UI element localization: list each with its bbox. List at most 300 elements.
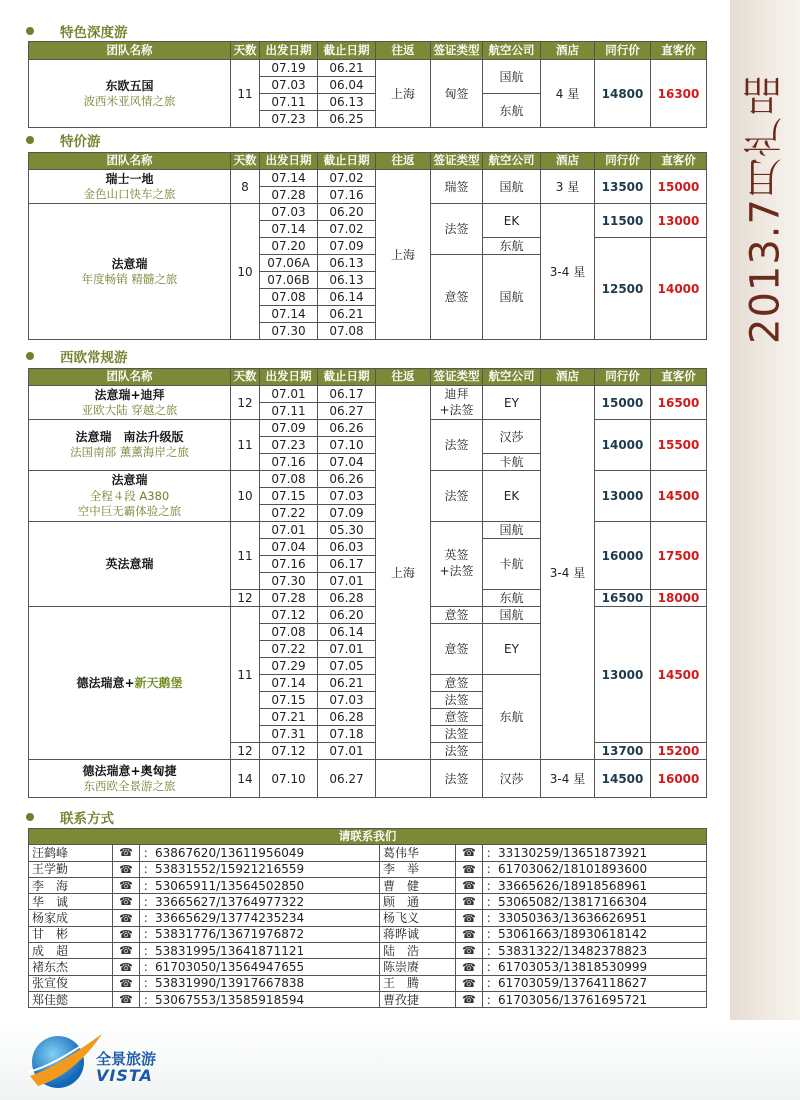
airline-cell: EK — [483, 471, 541, 522]
tour-name: 法意瑞+迪拜 — [94, 387, 165, 402]
deadline-date: 06.17 — [318, 556, 376, 573]
header-cell: 签证类型 — [431, 42, 483, 60]
table-header-row — [29, 153, 707, 170]
contact-number: ：33050363/13636626951 — [483, 910, 707, 926]
trade-price: 12500 — [595, 238, 651, 340]
table-row — [29, 760, 707, 798]
header-cell: 团队名称 — [29, 42, 231, 60]
table-row — [29, 170, 707, 187]
deadline-date: 07.01 — [318, 641, 376, 658]
depart-date: 07.23 — [260, 437, 318, 454]
contact-name: 华 诚 — [29, 894, 113, 910]
bullet-icon — [26, 27, 34, 35]
depart-date: 07.21 — [260, 709, 318, 726]
header-cell: 航空公司 — [483, 42, 541, 60]
contact-name: 曹孜捷 — [380, 991, 456, 1007]
deadline-date: 06.14 — [318, 624, 376, 641]
contact-name: 成 超 — [29, 943, 113, 959]
phone-icon: ☎ — [456, 894, 483, 910]
contact-row — [29, 926, 707, 942]
header-cell: 天数 — [231, 42, 260, 60]
depart-date: 07.08 — [260, 289, 318, 306]
days-cell: 8 — [231, 170, 260, 204]
tour-subtitle: 年度畅销 精髓之旅 — [81, 271, 178, 286]
depart-date: 07.16 — [260, 454, 318, 471]
airline-cell: 国航 — [483, 255, 541, 340]
days-cell: 10 — [231, 204, 260, 340]
tour-name: 瑞士一地 — [105, 171, 154, 186]
depart-date: 07.15 — [260, 488, 318, 505]
deadline-date: 06.26 — [318, 420, 376, 437]
deadline-date: 07.03 — [318, 488, 376, 505]
contact-number: ：33130259/13651873921 — [483, 845, 707, 861]
tour-subtitle: 波西米亚风情之旅 — [83, 93, 176, 108]
depart-date: 07.30 — [260, 573, 318, 590]
visa-cell: 意签 — [431, 675, 483, 692]
retail-price: 15200 — [651, 743, 707, 760]
deadline-date: 07.02 — [318, 170, 376, 187]
header-cell: 直客价 — [651, 153, 707, 170]
deadline-date: 06.21 — [318, 60, 376, 77]
visa-cell: 法签 — [431, 743, 483, 760]
contact-name: 葛伟华 — [380, 845, 456, 861]
city-cell: 上海 — [376, 60, 431, 128]
visa-cell: 瑞签 — [431, 170, 483, 204]
header-cell: 直客价 — [651, 369, 707, 386]
header-cell: 出发日期 — [260, 42, 318, 60]
airline-cell: 国航 — [483, 60, 541, 94]
deadline-date: 06.04 — [318, 77, 376, 94]
contact-number: ：61703050/13564947655 — [140, 959, 380, 975]
tour-name-cell — [29, 760, 231, 798]
contact-number: ：53831995/13641871121 — [140, 943, 380, 959]
tour-name: 东欧五国 — [105, 78, 154, 93]
depart-date: 07.06B — [260, 272, 318, 289]
deadline-date: 07.18 — [318, 726, 376, 743]
phone-icon: ☎ — [113, 861, 140, 877]
deadline-date: 06.17 — [318, 386, 376, 403]
header-cell: 往返 — [376, 153, 431, 170]
visa-cell: 意签 — [431, 624, 483, 675]
visa-cell: 法签 — [431, 726, 483, 743]
header-cell: 同行价 — [595, 369, 651, 386]
airline-cell: 东航 — [483, 94, 541, 128]
tour-subtitle: 金色山口快车之旅 — [83, 186, 176, 201]
contact-row — [29, 910, 707, 926]
header-cell: 酒店 — [541, 42, 595, 60]
contact-row — [29, 894, 707, 910]
hotel-cell: 3-4 星 — [541, 760, 595, 798]
hotel-cell: 3-4 星 — [541, 204, 595, 340]
contact-row — [29, 877, 707, 893]
retail-price: 16500 — [651, 386, 707, 420]
depart-date: 07.01 — [260, 386, 318, 403]
tour-name-cell — [29, 204, 231, 340]
depart-date: 07.11 — [260, 94, 318, 111]
airline-cell: 国航 — [483, 522, 541, 539]
deadline-date: 07.09 — [318, 238, 376, 255]
depart-date: 07.16 — [260, 556, 318, 573]
contact-number: ：33665626/18918568961 — [483, 877, 707, 893]
contact-name: 王学勤 — [29, 861, 113, 877]
header-cell: 截止日期 — [318, 42, 376, 60]
deadline-date: 05.30 — [318, 522, 376, 539]
days-cell: 11 — [231, 60, 260, 128]
deadline-date: 07.04 — [318, 454, 376, 471]
depart-date: 07.15 — [260, 692, 318, 709]
tour-name-cell — [29, 522, 231, 607]
contact-name: 李 海 — [29, 877, 113, 893]
depart-date: 07.03 — [260, 77, 318, 94]
phone-icon: ☎ — [456, 991, 483, 1007]
contact-number: ：53065082/13817166304 — [483, 894, 707, 910]
visa-cell: 意签 — [431, 255, 483, 340]
deadline-date: 06.21 — [318, 675, 376, 692]
section-title: 特色深度游 — [60, 25, 128, 41]
visa-cell: 法签 — [431, 760, 483, 798]
trade-price: 16000 — [595, 522, 651, 590]
contact-number: ：33665629/13774235234 — [140, 910, 380, 926]
contact-row — [29, 975, 707, 991]
depart-date: 07.31 — [260, 726, 318, 743]
header-cell: 天数 — [231, 369, 260, 386]
days-cell: 12 — [231, 590, 260, 607]
depart-date: 07.12 — [260, 607, 318, 624]
contact-number: ：53831322/13482378823 — [483, 943, 707, 959]
visa-cell: 意签 — [431, 607, 483, 624]
retail-price: 15000 — [651, 170, 707, 204]
hotel-cell: 4 星 — [541, 60, 595, 128]
contact-name: 郑佳懿 — [29, 991, 113, 1007]
tour-name-cell — [29, 607, 231, 760]
header-cell: 往返 — [376, 369, 431, 386]
airline-cell: 卡航 — [483, 454, 541, 471]
depart-date: 07.08 — [260, 624, 318, 641]
depart-date: 07.06A — [260, 255, 318, 272]
contact-number: ：53831552/15921216559 — [140, 861, 380, 877]
trade-price: 14500 — [595, 760, 651, 798]
header-cell: 航空公司 — [483, 369, 541, 386]
contact-list — [29, 845, 707, 1008]
depart-date: 07.14 — [260, 306, 318, 323]
bullet-icon — [26, 813, 34, 821]
contact-number: ：53061663/18930618142 — [483, 926, 707, 942]
trade-price: 13000 — [595, 471, 651, 522]
section-title: 西欧常规游 — [60, 350, 128, 366]
deadline-date: 07.10 — [318, 437, 376, 454]
depart-date: 07.14 — [260, 221, 318, 238]
contact-title: 请联系我们 — [29, 829, 707, 845]
airline-cell: 汉莎 — [483, 420, 541, 454]
depart-date: 07.20 — [260, 238, 318, 255]
deadline-date: 07.01 — [318, 573, 376, 590]
contact-row — [29, 845, 707, 861]
days-cell: 11 — [231, 607, 260, 743]
days-cell: 14 — [231, 760, 260, 798]
deep-tour-table — [28, 41, 707, 128]
retail-price: 14500 — [651, 471, 707, 522]
depart-date: 07.30 — [260, 323, 318, 340]
section-heading-contact — [26, 808, 114, 826]
hotel-cell: 3-4 星 — [541, 386, 595, 760]
contact-name: 汪鹤峰 — [29, 845, 113, 861]
deadline-date: 07.03 — [318, 692, 376, 709]
phone-icon: ☎ — [113, 975, 140, 991]
airline-cell: 卡航 — [483, 539, 541, 590]
trade-price: 13700 — [595, 743, 651, 760]
city-cell: 上海 — [376, 170, 431, 340]
visa-cell: 法签 — [431, 420, 483, 471]
contact-number: ：61703053/13818530999 — [483, 959, 707, 975]
header-cell: 航空公司 — [483, 153, 541, 170]
deadline-date: 07.09 — [318, 505, 376, 522]
header-cell: 截止日期 — [318, 369, 376, 386]
days-cell: 11 — [231, 420, 260, 471]
deadline-date: 07.01 — [318, 743, 376, 760]
airline-cell: 东航 — [483, 590, 541, 607]
days-cell: 12 — [231, 743, 260, 760]
tour-subtitle: 亚欧大陆 穿越之旅 — [81, 402, 178, 417]
city-cell — [376, 760, 431, 798]
retail-price: 13000 — [651, 204, 707, 238]
retail-price: 17500 — [651, 522, 707, 590]
visa-cell: 法签 — [431, 204, 483, 255]
tour-name: 英法意瑞 — [105, 556, 154, 571]
phone-icon: ☎ — [456, 926, 483, 942]
visa-cell: 法签 — [431, 471, 483, 522]
airline-cell: EY — [483, 386, 541, 420]
table-header-row — [29, 369, 707, 386]
header-cell: 同行价 — [595, 42, 651, 60]
depart-date: 07.09 — [260, 420, 318, 437]
phone-icon: ☎ — [113, 991, 140, 1007]
hotel-cell: 3 星 — [541, 170, 595, 204]
airline-cell: EY — [483, 624, 541, 675]
contact-name: 杨飞义 — [380, 910, 456, 926]
tour-name — [29, 675, 230, 691]
deadline-date: 06.20 — [318, 204, 376, 221]
tour-subtitle: 东西欧全景游之旅 — [83, 778, 176, 793]
city-cell: 上海 — [376, 386, 431, 760]
special-tour-table — [28, 152, 707, 340]
trade-price: 15000 — [595, 386, 651, 420]
depart-date: 07.04 — [260, 539, 318, 556]
header-cell: 团队名称 — [29, 369, 231, 386]
contact-number: ：61703056/13761695721 — [483, 991, 707, 1007]
retail-price: 18000 — [651, 590, 707, 607]
brand-sub: VISTA — [96, 1066, 153, 1085]
airline-cell: 国航 — [483, 170, 541, 204]
table-row — [29, 204, 707, 221]
depart-date: 07.29 — [260, 658, 318, 675]
deadline-date: 06.14 — [318, 289, 376, 306]
depart-date: 07.22 — [260, 641, 318, 658]
depart-date: 07.08 — [260, 471, 318, 488]
contact-name: 李 举 — [380, 861, 456, 877]
visa-cell: 意签 — [431, 709, 483, 726]
airline-cell: 国航 — [483, 607, 541, 624]
header-cell: 截止日期 — [318, 153, 376, 170]
deadline-date: 06.27 — [318, 760, 376, 798]
days-cell: 10 — [231, 471, 260, 522]
section-title: 特价游 — [60, 134, 101, 150]
contact-name: 甘 彬 — [29, 926, 113, 942]
airline-cell: 东航 — [483, 238, 541, 255]
deadline-date: 07.08 — [318, 323, 376, 340]
depart-date: 07.23 — [260, 111, 318, 128]
depart-date: 07.12 — [260, 743, 318, 760]
header-cell: 同行价 — [595, 153, 651, 170]
depart-date: 07.22 — [260, 505, 318, 522]
contact-name: 陆 浩 — [380, 943, 456, 959]
tour-name-cell — [29, 170, 231, 204]
deadline-date: 07.02 — [318, 221, 376, 238]
visa-cell: 迪拜+法签 — [431, 386, 483, 420]
days-cell: 11 — [231, 522, 260, 590]
table-row — [29, 60, 707, 77]
trade-price: 14000 — [595, 420, 651, 471]
phone-icon: ☎ — [113, 877, 140, 893]
contact-name: 杨家成 — [29, 910, 113, 926]
depart-date: 07.19 — [260, 60, 318, 77]
contact-name: 褚东杰 — [29, 959, 113, 975]
tour-name-cell — [29, 471, 231, 522]
header-cell: 酒店 — [541, 153, 595, 170]
phone-icon: ☎ — [113, 845, 140, 861]
deadline-date: 06.03 — [318, 539, 376, 556]
deadline-date: 06.21 — [318, 306, 376, 323]
tour-subtitle: 全程４段 A380 — [89, 488, 170, 503]
phone-icon: ☎ — [113, 910, 140, 926]
days-cell: 12 — [231, 386, 260, 420]
deadline-date: 06.20 — [318, 607, 376, 624]
visa-cell: 法签 — [431, 692, 483, 709]
depart-date: 07.14 — [260, 675, 318, 692]
header-cell: 团队名称 — [29, 153, 231, 170]
brand-name: 全景旅游 — [96, 1050, 157, 1068]
deadline-date: 06.13 — [318, 255, 376, 272]
visa-cell: 英签+法签 — [431, 522, 483, 607]
contact-row — [29, 959, 707, 975]
contact-header-row — [29, 829, 707, 845]
table-row — [29, 522, 707, 539]
header-cell: 出发日期 — [260, 153, 318, 170]
visa-cell: 匈签 — [431, 60, 483, 128]
retail-price: 14000 — [651, 238, 707, 340]
header-cell: 酒店 — [541, 369, 595, 386]
table-row — [29, 420, 707, 437]
contact-number: ：33665627/13764977322 — [140, 894, 380, 910]
section-title: 联系方式 — [60, 811, 114, 827]
phone-icon: ☎ — [456, 861, 483, 877]
trade-price: 13000 — [595, 607, 651, 743]
tour-name-part: 德法瑞意+ — [76, 675, 135, 690]
tour-name: 法意瑞 南法升级版 — [75, 430, 184, 445]
header-cell: 签证类型 — [431, 153, 483, 170]
contact-table — [28, 828, 707, 1008]
contact-name: 蒋晔诚 — [380, 926, 456, 942]
depart-date: 07.03 — [260, 204, 318, 221]
sidebar-title: 2013.7月产品 — [742, 75, 789, 345]
header-cell: 直客价 — [651, 42, 707, 60]
contact-name: 王 腾 — [380, 975, 456, 991]
contact-number: ：61703059/13764118627 — [483, 975, 707, 991]
contact-number: ：53831776/13671976872 — [140, 926, 380, 942]
contact-row — [29, 991, 707, 1007]
airline-cell: 汉莎 — [483, 760, 541, 798]
bullet-icon — [26, 136, 34, 144]
trade-price: 13500 — [595, 170, 651, 204]
phone-icon: ☎ — [113, 959, 140, 975]
tour-name-highlight: 新天鹅堡 — [134, 675, 183, 690]
west-europe-table — [28, 368, 707, 798]
contact-number: ：53065911/13564502850 — [140, 877, 380, 893]
deadline-date: 06.28 — [318, 709, 376, 726]
trade-price: 16500 — [595, 590, 651, 607]
deadline-date: 06.13 — [318, 272, 376, 289]
tour-name-cell — [29, 420, 231, 471]
phone-icon: ☎ — [113, 894, 140, 910]
phone-icon: ☎ — [456, 845, 483, 861]
table-row — [29, 386, 707, 403]
retail-price: 14500 — [651, 607, 707, 743]
trade-price: 11500 — [595, 204, 651, 238]
tour-name-cell — [29, 60, 231, 128]
depart-date: 07.10 — [260, 760, 318, 798]
phone-icon: ☎ — [456, 943, 483, 959]
phone-icon: ☎ — [456, 959, 483, 975]
phone-icon: ☎ — [456, 910, 483, 926]
contact-row — [29, 861, 707, 877]
tour-subtitle: 法国南部 薰薰海岸之旅 — [70, 445, 189, 460]
tour-subtitle: 空中巨无霸体验之旅 — [77, 504, 182, 519]
table-row — [29, 471, 707, 488]
tour-name: 法意瑞 — [111, 256, 148, 271]
phone-icon: ☎ — [113, 926, 140, 942]
contact-name: 顾 通 — [380, 894, 456, 910]
deadline-date: 06.25 — [318, 111, 376, 128]
tour-name: 德法瑞意+奥匈捷 — [82, 763, 177, 778]
contact-name: 陈崇赓 — [380, 959, 456, 975]
contact-name: 张宣俊 — [29, 975, 113, 991]
contact-name: 曹 健 — [380, 877, 456, 893]
section-heading-special-tour — [26, 131, 101, 149]
trade-price: 14800 — [595, 60, 651, 128]
deadline-date: 06.26 — [318, 471, 376, 488]
retail-price: 16300 — [651, 60, 707, 128]
section-heading-west-europe — [26, 347, 128, 365]
header-cell: 天数 — [231, 153, 260, 170]
phone-icon: ☎ — [456, 975, 483, 991]
phone-icon: ☎ — [113, 943, 140, 959]
tour-name-cell — [29, 386, 231, 420]
deadline-date: 07.16 — [318, 187, 376, 204]
contact-number: ：53831990/13917667838 — [140, 975, 380, 991]
bullet-icon — [26, 352, 34, 360]
contact-row — [29, 943, 707, 959]
tour-name: 法意瑞 — [111, 473, 148, 488]
header-cell: 出发日期 — [260, 369, 318, 386]
depart-date: 07.14 — [260, 170, 318, 187]
deadline-date: 06.27 — [318, 403, 376, 420]
deadline-date: 06.13 — [318, 94, 376, 111]
retail-price: 15500 — [651, 420, 707, 471]
depart-date: 07.11 — [260, 403, 318, 420]
phone-icon: ☎ — [456, 877, 483, 893]
depart-date: 07.01 — [260, 522, 318, 539]
header-cell: 签证类型 — [431, 369, 483, 386]
contact-number: ：63867620/13611956049 — [140, 845, 380, 861]
